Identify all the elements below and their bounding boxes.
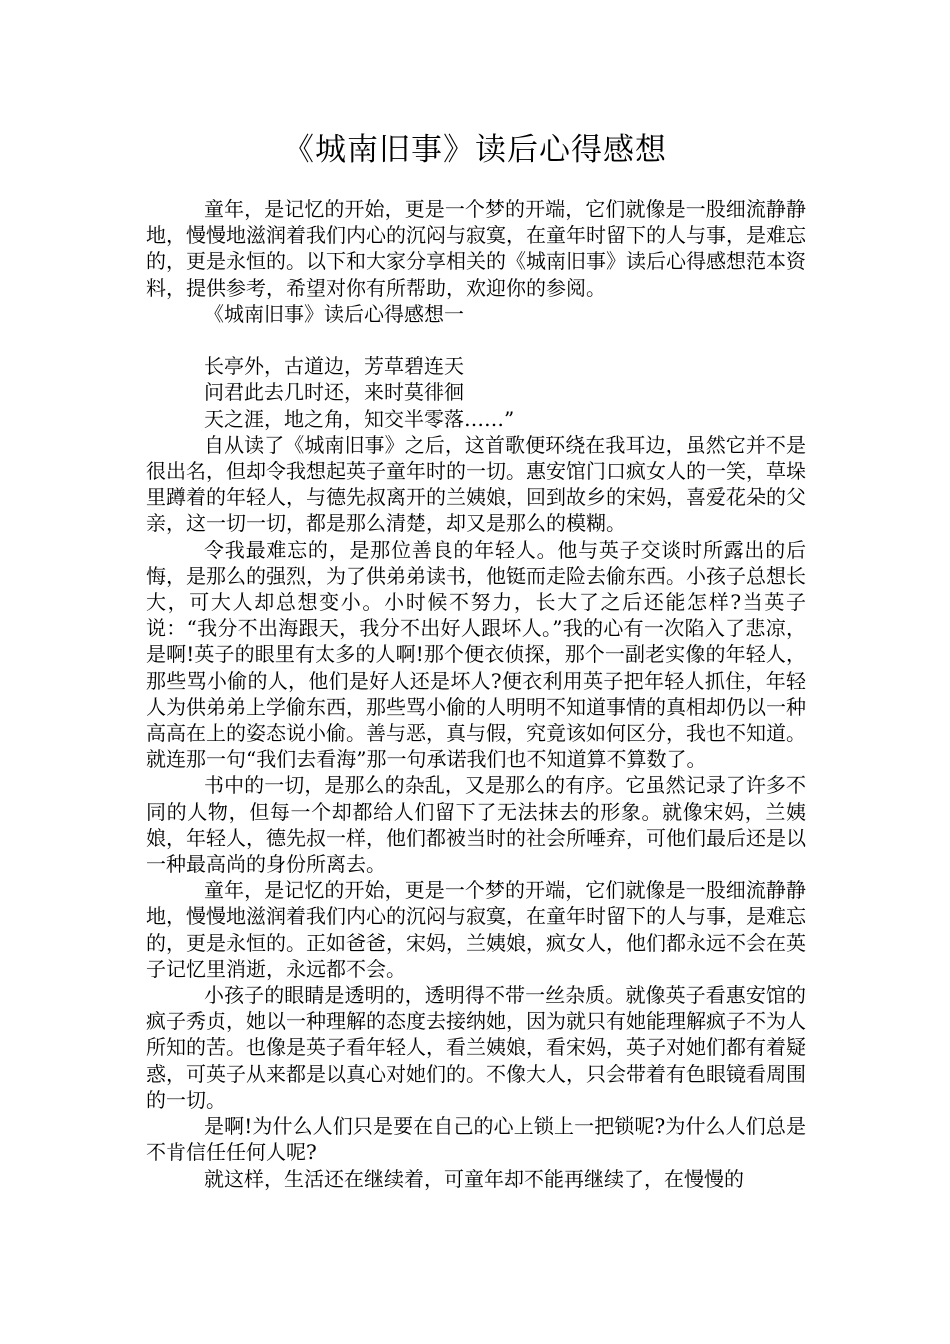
paragraph: 书中的一切，是那么的杂乱，又是那么的有序。它虽然记录了许多不同的人物，但每一个却都给人们留下了无法抹去的形象。就像宋妈，兰姨娘，年轻人，德先叔一样，他们都被当时的社会所唾弃，可他们最后还是以一种最高尚的身份所离去。 <box>146 773 806 877</box>
paragraph: 小孩子的眼睛是透明的，透明得不带一丝杂质。就像英子看惠安馆的疯子秀贞，她以一种理解的态度去接纳她，因为就只有她能理解疯子不为人所知的苦。也像是英子看年轻人，看兰姨娘，看宋妈，英子对她们都有着疑惑，可英子从来都是以真心对她们的。不像大人，只会带着有色眼镜看周围的一切。 <box>146 983 806 1112</box>
section-heading: 《城南旧事》读后心得感想一 <box>204 301 464 326</box>
verse-line-3: 天之涯，地之角，知交半零落……” <box>204 406 515 431</box>
verse-line-2: 问君此去几时还，来时莫徘徊 <box>204 380 464 405</box>
paragraph: 就这样，生活还在继续着，可童年却不能再继续了，在慢慢的 <box>204 1166 744 1191</box>
document-body <box>146 196 806 1192</box>
page-title: 《城南旧事》读后心得感想 <box>283 132 667 168</box>
blank-line <box>146 327 806 353</box>
paragraph: 是啊!为什么人们只是要在自己的心上锁上一把锁呢?为什么人们总是不肯信任任何人呢? <box>146 1114 806 1165</box>
paragraph: 令我最难忘的，是那位善良的年轻人。他与英子交谈时所露出的后悔，是那么的强烈，为了供弟弟读书，他铤而走险去偷东西。小孩子总想长大，可大人却总想变小。小时候不努力，长大了之后还能怎样?当英子说：“我分不出海跟天，我分不出好人跟坏人。”我的心有一次陷入了悲凉，是啊!英子的眼里有太多的人啊!那个便衣侦探，那个一副老实像的年轻人，那些骂小偷的人，他们是好人还是坏人?便衣利用英子把年轻人抓住，年轻人为供弟弟上学偷东西，那些骂小偷的人明明不知道事情的真相却仍以一种高高在上的姿态说小偷。善与恶，真与假，究竟该如何区分，我也不知道。就连那一句“我们去看海”那一句承诺我们也不知道算不算数了。 <box>146 537 806 772</box>
paragraph: 自从读了《城南旧事》之后，这首歌便环绕在我耳边，虽然它并不是很出名，但却令我想起英子童年时的一切。惠安馆门口疯女人的一笑，草垛里蹲着的年轻人，与德先叔离开的兰姨娘，回到故乡的宋妈，喜爱花朵的父亲，这一切一切，都是那么清楚，却又是那么的模糊。 <box>146 432 806 536</box>
verse-line-1: 长亭外，古道边，芳草碧连天 <box>204 354 464 379</box>
paragraph: 童年，是记忆的开始，更是一个梦的开端，它们就像是一股细流静静地，慢慢地滋润着我们内心的沉闷与寂寞，在童年时留下的人与事，是难忘的，更是永恒的。正如爸爸，宋妈，兰姨娘，疯女人，他们都永远不会在英子记忆里消逝，永远都不会。 <box>146 878 806 981</box>
paragraph-intro: 童年，是记忆的开始，更是一个梦的开端，它们就像是一股细流静静地，慢慢地滋润着我们内心的沉闷与寂寞，在童年时留下的人与事，是难忘的，更是永恒的。以下和大家分享相关的《城南旧事》读后心得感想范本资料，提供参考，希望对你有所帮助，欢迎你的参阅。 <box>146 197 806 300</box>
